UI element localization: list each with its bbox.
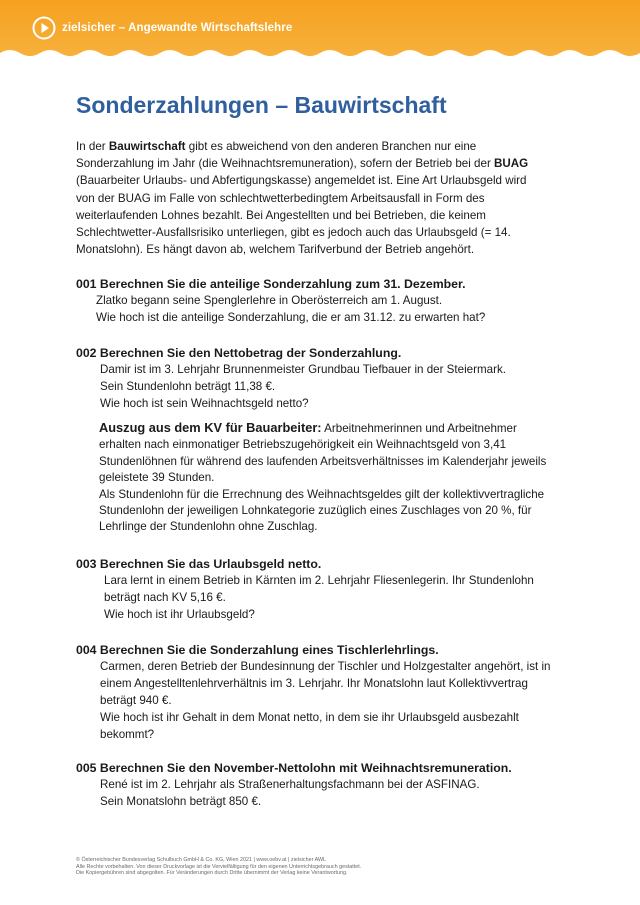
task-heading: 001 Berechnen Sie die anteilige Sonderzahlung zum 31. Dezember.	[76, 277, 466, 291]
intro-text: In der	[76, 140, 109, 153]
kv-excerpt	[99, 420, 559, 536]
task-line: beträgt 940 €.	[100, 694, 172, 707]
task-heading: 003 Berechnen Sie das Urlaubsgeld netto.	[76, 557, 322, 571]
task-line: einem Angestelltenlehrverhältnis im 3. Lehrjahr. Ihr Monatslohn laut Kollektivvertrag	[100, 677, 528, 690]
header-wave	[0, 45, 640, 58]
task-line: Lara lernt in einem Betrieb in Kärnten im 2. Lehrjahr Fliesenlegerin. Ihr Stundenlohn	[104, 574, 534, 587]
task-line: beträgt nach KV 5,16 €.	[104, 591, 226, 604]
intro-bold: BUAG	[494, 157, 529, 171]
task-001	[76, 276, 576, 326]
footer-copyright: © Österreichischer Bundesverlag Schulbuch GmbH & Co. KG, Wien 2021 | www.oebv.at | zielsicher AWL	[76, 857, 327, 863]
footer-rights: Alle Rechte vorbehalten. Von dieser Druckvorlage ist die Vervielfältigung für den eigenen Unterrichtsgebrauch gestattet.	[76, 863, 362, 870]
task-line: Sein Stundenlohn beträgt 11,38 €.	[100, 380, 276, 393]
intro-bold: Bauwirtschaft	[108, 140, 186, 153]
header-band	[0, 0, 640, 58]
task-line: Damir ist im 3. Lehrjahr Brunnenmeister Grundbau Tiefbauer in der Steiermark.	[100, 363, 506, 376]
task-line: Carmen, deren Betrieb der Bundesinnung der Tischler und Holzgestalter angehört, ist in	[100, 660, 551, 673]
task-line: Wie hoch ist sein Weihnachtsgeld netto?	[100, 397, 309, 410]
task-005	[76, 760, 576, 810]
task-heading: 002 Berechnen Sie den Nettobetrag der Sonderzahlung.	[76, 346, 402, 360]
task-heading: 005 Berechnen Sie den November-Nettolohn mit Weihnachtsremuneration.	[76, 761, 512, 775]
footer-disclaimer: Die Kopiergebühren sind abgegolten. Für Veränderungen durch Dritte übernimmt der Verlag keine Verantwortung.	[76, 870, 348, 877]
intro-text: gibt es abweichend von den anderen Branchen nur eine Sonderzahlung im Jahr (die Weihnachtsremuneration), sofern der Betrieb bei der	[76, 140, 495, 171]
task-line: Zlatko begann seine Spenglerlehre in Oberösterreich am 1. August.	[96, 294, 443, 307]
task-line: Wie hoch ist die anteilige Sonderzahlung, die er am 31.12. zu erwarten hat?	[96, 311, 486, 324]
task-line: Wie hoch ist ihr Gehalt in dem Monat netto, in dem sie ihr Urlaubsgeld ausbezahlt	[100, 711, 519, 724]
kv-text: Als Stundenlohn für die Errechnung des Weihnachtsgeldes gilt der kollektivvertragliche Stundenlohn der jeweiligen Lohnkategorie zuzüglich eines Zuschlages von 20 %, für Lehrlinge der Stundenlohn ohne Zuschlag.	[99, 487, 545, 534]
kv-text: Arbeitnehmerinnen und Arbeitnehmer erhalten nach einmonatiger Betriebszugehörigkeit ein Weihnachtsgeld von 3,41 Stundenlöhnen für während des laufenden Arbeitsverhältnisses im Kalenderjahr jeweils geleistete 39 Stunden.	[99, 422, 547, 485]
task-line: Sein Monatslohn beträgt 850 €.	[100, 795, 262, 808]
brand	[32, 16, 292, 40]
task-003	[76, 556, 576, 623]
task-line: bekommt?	[100, 728, 155, 741]
intro-paragraph	[76, 138, 531, 258]
kv-paragraph	[99, 420, 559, 487]
play-icon	[32, 16, 56, 40]
task-002	[76, 345, 576, 412]
task-004	[76, 642, 576, 743]
task-line: René ist im 2. Lehrjahr als Straßenerhaltungsfachmann bei der ASFINAG.	[100, 778, 480, 791]
footer	[76, 857, 576, 877]
brand-name: zielsicher – Angewandte Wirtschaftslehre	[62, 22, 293, 34]
intro-text: (Bauarbeiter Urlaubs- und Abfertigungskasse) angemeldet ist. Eine Art Urlaubsgeld wird von der BUAG im Falle von schlechtwetterbedingtem Arbeitsausfall in Form des weiterlaufenden Lohnes bezahlt. Bei Angestellten und bei Betrieben, die keinem Schlechtwetter-Ausfallsrisiko unterliegen, gibt es jedoch auch das Urlaubsgeld (= 14. Monatslohn). Es hängt davon ab, welchem Tarifverbund der Betrieb angehört.	[76, 174, 527, 257]
kv-heading: Auszug aus dem KV für Bauarbeiter:	[99, 420, 322, 435]
page-title: Sonderzahlungen – Bauwirtschaft	[76, 92, 447, 118]
task-line: Wie hoch ist ihr Urlaubsgeld?	[104, 608, 255, 621]
task-heading: 004 Berechnen Sie die Sonderzahlung eines Tischlerlehrlings.	[76, 643, 439, 657]
